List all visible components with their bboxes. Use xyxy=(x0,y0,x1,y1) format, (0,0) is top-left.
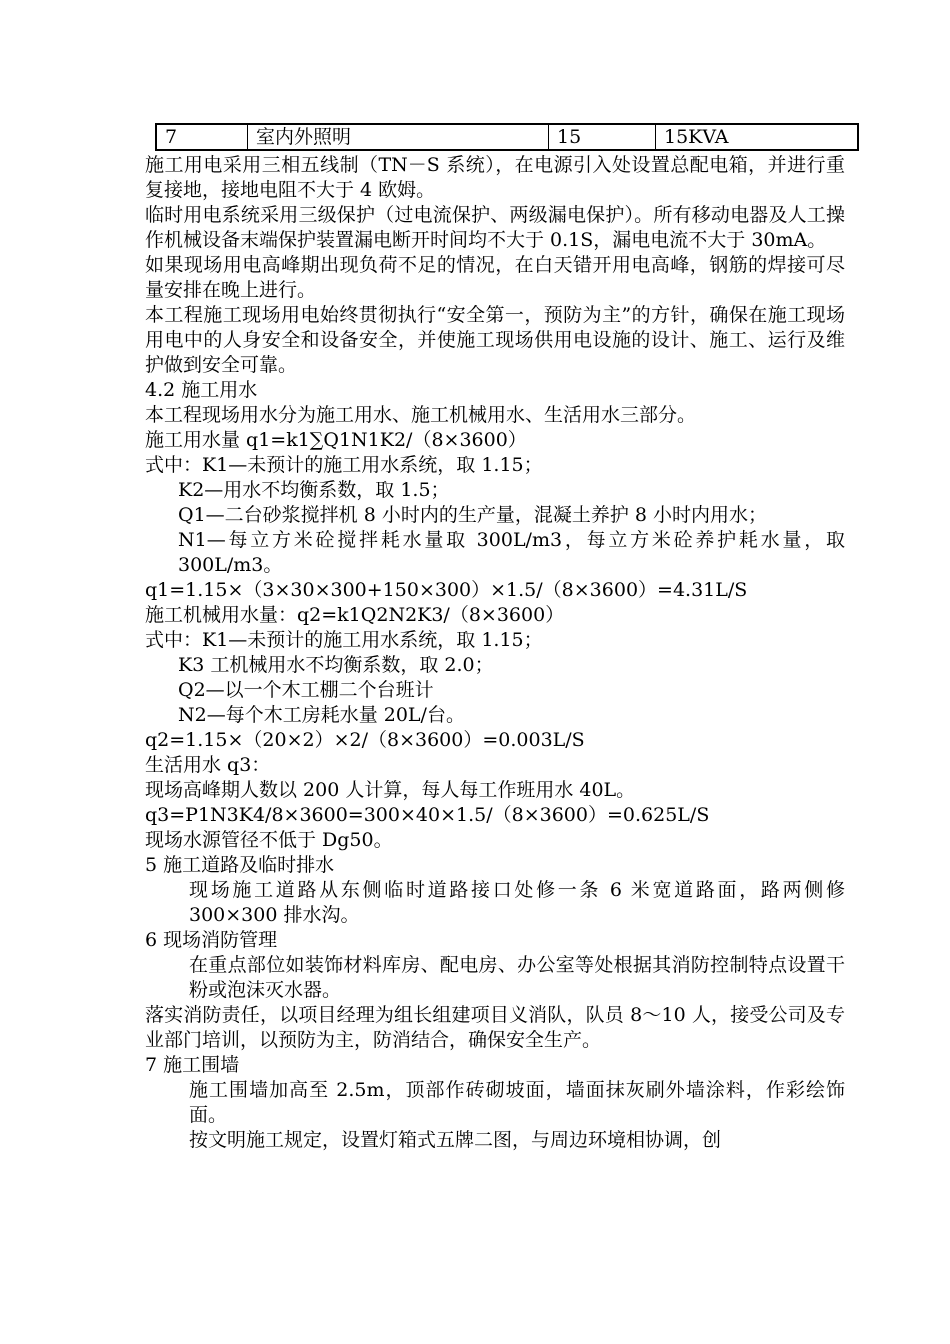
table-cell-name: 室内外照明 xyxy=(248,124,549,150)
paragraph: Q2—以一个木工棚二个台班计 xyxy=(178,679,434,701)
paragraph: N2—每个木工房耗水量 20L/台。 xyxy=(178,704,465,726)
paragraph: 临时用电系统采用三级保护（过电流保护、两级漏电保护）。所有移动电器及人工操作机械设备末端保护装置漏电断开时间均不大于 0.1S，漏电电流不大于 30mA。 xyxy=(145,204,845,251)
table-row xyxy=(156,124,858,150)
paragraph: 现场施工道路从东侧临时道路接口处修一条 6 米宽道路面，路两侧修 300×300 排水沟。 xyxy=(189,879,845,926)
formula: q1=1.15×（3×30×300+150×300）×1.5/（8×3600）=4.31L/S xyxy=(145,579,748,601)
formula: q3=P1N3K4/8×3600=300×40×1.5/（8×3600）=0.625L/S xyxy=(145,804,710,826)
paragraph: 生活用水 q3： xyxy=(145,754,271,776)
paragraph: 落实消防责任，以项目经理为组长组建项目义消队，队员 8～10 人，接受公司及专业部门培训，以预防为主，防消结合，确保安全生产。 xyxy=(145,1004,845,1051)
paragraph: 按文明施工规定，设置灯箱式五牌二图，与周边环境相协调，创 xyxy=(189,1129,722,1151)
table-cell-qty: 15 xyxy=(549,124,656,150)
section-heading: 4.2 施工用水 xyxy=(145,379,258,401)
paragraph: 式中：K1—未预计的施工用水系统，取 1.15； xyxy=(145,454,543,476)
paragraph: 本工程施工现场用电始终贯彻执行“安全第一，预防为主”的方针，确保在施工现场用电中的人身安全和设备安全，并使施工现场供用电设施的设计、施工、运行及维护做到安全可靠。 xyxy=(145,304,845,376)
paragraph: K2—用水不均衡系数，取 1.5； xyxy=(178,479,450,501)
document-content xyxy=(145,123,845,1153)
paragraph: 施工用电采用三相五线制（TN－S 系统），在电源引入处设置总配电箱，并进行重复接地，接地电阻不大于 4 欧姆。 xyxy=(145,154,845,201)
body-text xyxy=(145,153,845,1153)
paragraph: K3 工机械用水不均衡系数，取 2.0； xyxy=(178,654,494,676)
paragraph: N1—每立方米砼搅拌耗水量取 300L/m3，每立方米砼养护耗水量，取 300L/m3。 xyxy=(178,529,845,576)
paragraph: 施工围墙加高至 2.5m，顶部作砖砌坡面，墙面抹灰刷外墙涂料，作彩绘饰面。 xyxy=(189,1079,845,1126)
load-table xyxy=(155,123,859,151)
paragraph: 现场高峰期人数以 200 人计算，每人每工作班用水 40L。 xyxy=(145,779,636,801)
section-heading: 5 施工道路及临时排水 xyxy=(145,854,335,876)
table-cell-capacity: 15KVA xyxy=(656,124,859,150)
formula: q2=1.15×（20×2）×2/（8×3600）=0.003L/S xyxy=(145,729,585,751)
paragraph: 在重点部位如装饰材料库房、配电房、办公室等处根据其消防控制特点设置干粉或泡沫灭水器。 xyxy=(189,954,845,1001)
table-cell-no: 7 xyxy=(156,124,248,150)
paragraph: 本工程现场用水分为施工用水、施工机械用水、生活用水三部分。 xyxy=(145,404,697,426)
section-heading: 7 施工围墙 xyxy=(145,1054,240,1076)
paragraph: Q1—二台砂浆搅拌机 8 小时内的生产量，混凝土养护 8 小时内用水； xyxy=(178,504,768,526)
paragraph: 现场水源管径不低于 Dg50。 xyxy=(145,829,393,851)
paragraph: 式中：K1—未预计的施工用水系统，取 1.15； xyxy=(145,629,543,651)
paragraph: 如果现场用电高峰期出现负荷不足的情况，在白天错开用电高峰，钢筋的焊接可尽量安排在晚上进行。 xyxy=(145,254,845,301)
section-heading: 6 现场消防管理 xyxy=(145,929,278,951)
formula: 施工机械用水量：q2=k1Q2N2K3/（8×3600） xyxy=(145,604,565,626)
formula: 施工用水量 q1=k1∑Q1N1K2/（8×3600） xyxy=(145,429,527,451)
